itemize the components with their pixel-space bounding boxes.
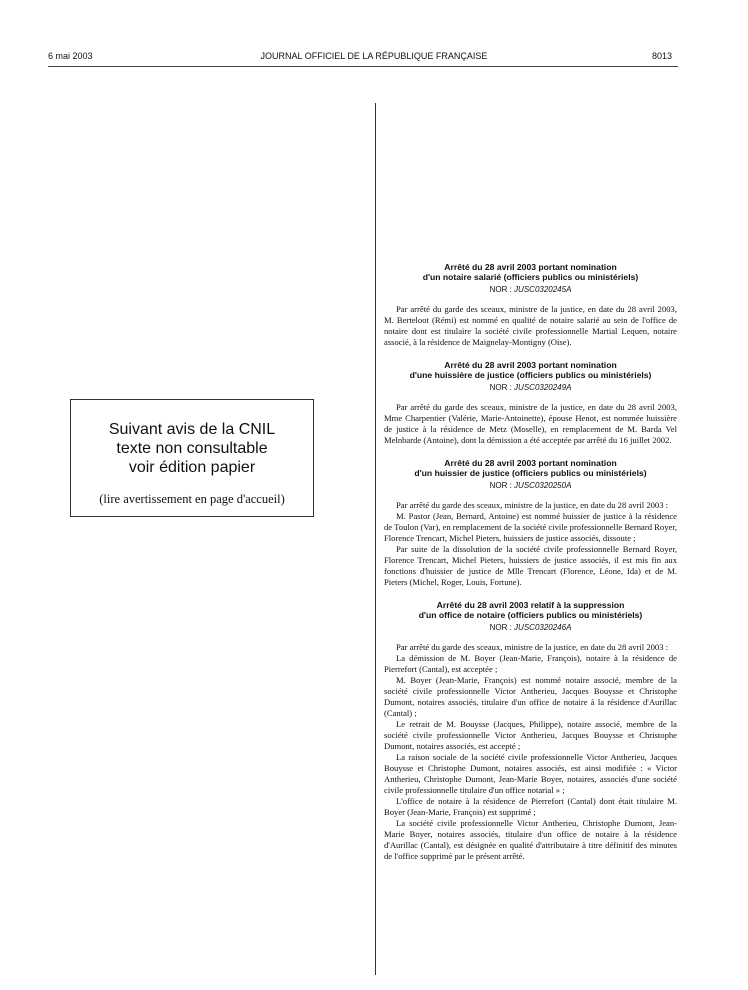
section-paragraph: Par arrêté du garde des sceaux, ministre de la justice, en date du 28 avril 2003, M. Berteloot (Rémi) est nommé en qualité de notaire salarié au sein de l'office de notaire dont est titulaire la société civile professionnelle Martial Lequen, notaire associé, à la résidence de Maignelay-Montigny (Oise). (384, 304, 677, 347)
section-paragraph: Par arrêté du garde des sceaux, ministre de la justice, en date du 28 avril 2003 : (396, 642, 669, 652)
arrete-section (384, 600, 677, 862)
cnil-notice-box (70, 399, 314, 517)
nor-label: NOR : (489, 623, 512, 632)
section-paragraph: L'office de notaire à la résidence de Pierrefort (Cantal) dont était titulaire M. Boyer (Jean-Marie, François) est supprimé ; (384, 796, 677, 817)
journal-title: JOURNAL OFFICIEL DE LA RÉPUBLIQUE FRANÇAISE (260, 51, 488, 61)
section-paragraph: Par arrêté du garde des sceaux, ministre de la justice, en date du 28 avril 2003 : (396, 500, 669, 510)
section-paragraph: La société civile professionnelle Victor Antherieu, Christophe Dumont, Jean-Marie Boyer, notaires associés, titulaire d'un office de notaire à la résidence d'Aurillac (Cantal), est désignée en qualité d'attributaire à titre définitif des minutes de l'office supprimé par le présent arrêté. (384, 818, 677, 861)
nor-code: JUSC0320245A (514, 285, 572, 294)
arrete-section (384, 360, 677, 446)
cnil-line-2: texte non consultable (116, 440, 268, 457)
nor-reference (384, 481, 677, 491)
cnil-line-1: Suivant avis de la CNIL (108, 421, 276, 438)
nor-reference (384, 285, 677, 295)
section-title-line-2: d'un office de notaire (officiers publics ou ministériels) (418, 610, 643, 620)
section-title-line-1: Arrêté du 28 avril 2003 portant nomination (444, 458, 617, 468)
header-rule (48, 66, 678, 67)
nor-code: JUSC0320246A (514, 623, 572, 632)
section-title-line-2: d'un notaire salarié (officiers publics ou ministériels) (422, 272, 639, 282)
nor-label: NOR : (489, 285, 512, 294)
column-divider (375, 103, 376, 975)
right-column (384, 262, 677, 874)
section-paragraph: La raison sociale de la société civile professionnelle Victor Antherieu, Jacques Bouysse et Christophe Dumont, notaires associés, est ainsi modifiée : « Victor Antherieu, Christophe Dumont, Jean-Marie Boyer, notaires, associés d'une société civile professionnelle titulaire d'un office notarial » ; (384, 752, 677, 795)
section-title-line-1: Arrêté du 28 avril 2003 portant nomination (444, 360, 617, 370)
nor-label: NOR : (489, 481, 512, 490)
arrete-section (384, 458, 677, 588)
cnil-note: (lire avertissement en page d'accueil) (99, 492, 285, 506)
section-paragraph: La démission de M. Boyer (Jean-Marie, François), notaire à la résidence de Pierrefort (Cantal), est acceptée ; (384, 653, 677, 674)
section-title-line-1: Arrêté du 28 avril 2003 portant nomination (444, 262, 617, 272)
nor-reference (384, 623, 677, 633)
nor-reference (384, 383, 677, 393)
section-title-line-1: Arrêté du 28 avril 2003 relatif à la suppression (436, 600, 625, 610)
section-paragraph: Par suite de la dissolution de la société civile professionnelle Bernard Royer, Florence Trencart, Michel Pieters, huissiers de justice associés, il est mis fin aux fonctions d'huissier de justice de Mlle Trencart (Florence, Léone, Ida) et de M. Pieters (Michel, Roger, Louis, Fortune). (384, 544, 677, 587)
section-paragraph: M. Pastor (Jean, Bernard, Antoine) est nommé huissier de justice à la résidence de Toulon (Var), en remplacement de la société civile professionnelle Bernard Royer, Florence Trencart, Michel Pieters, huissiers de justice associés, dissoute ; (384, 511, 677, 543)
page-number: 8013 (651, 51, 672, 61)
nor-code: JUSC0320250A (514, 481, 572, 490)
header-date: 6 mai 2003 (48, 51, 93, 61)
nor-label: NOR : (489, 383, 512, 392)
section-title-line-2: d'un huissier de justice (officiers publics ou ministériels) (414, 468, 647, 478)
section-title-line-2: d'une huissière de justice (officiers publics ou ministériels) (409, 370, 652, 380)
nor-code: JUSC0320249A (514, 383, 572, 392)
cnil-line-3: voir édition papier (128, 459, 256, 476)
arrete-section (384, 262, 677, 348)
section-paragraph: Par arrêté du garde des sceaux, ministre de la justice, en date du 28 avril 2003, Mme Charpentier (Valérie, Marie-Antoinette), épouse Henot, est nommée huissière de justice à la résidence de Metz (Moselle), en remplacement de M. Barda Vel Melnbarde (Antoine), dont la démission a été acceptée par arrêté du 16 juillet 2002. (384, 402, 677, 445)
section-paragraph: M. Boyer (Jean-Marie, François) est nommé notaire associé, membre de la société civile professionnelle Victor Antherieu, Jacques Bouysse et Christophe Dumont, notaires associés, titulaire d'un office de notaire à la résidence d'Aurillac (Cantal) ; (384, 675, 677, 718)
section-paragraph: Le retrait de M. Bouysse (Jacques, Philippe), notaire associé, membre de la société civile professionnelle Victor Antherieu, Jacques Bouysse et Christophe Dumont, notaires associés, est accepté ; (384, 719, 677, 751)
